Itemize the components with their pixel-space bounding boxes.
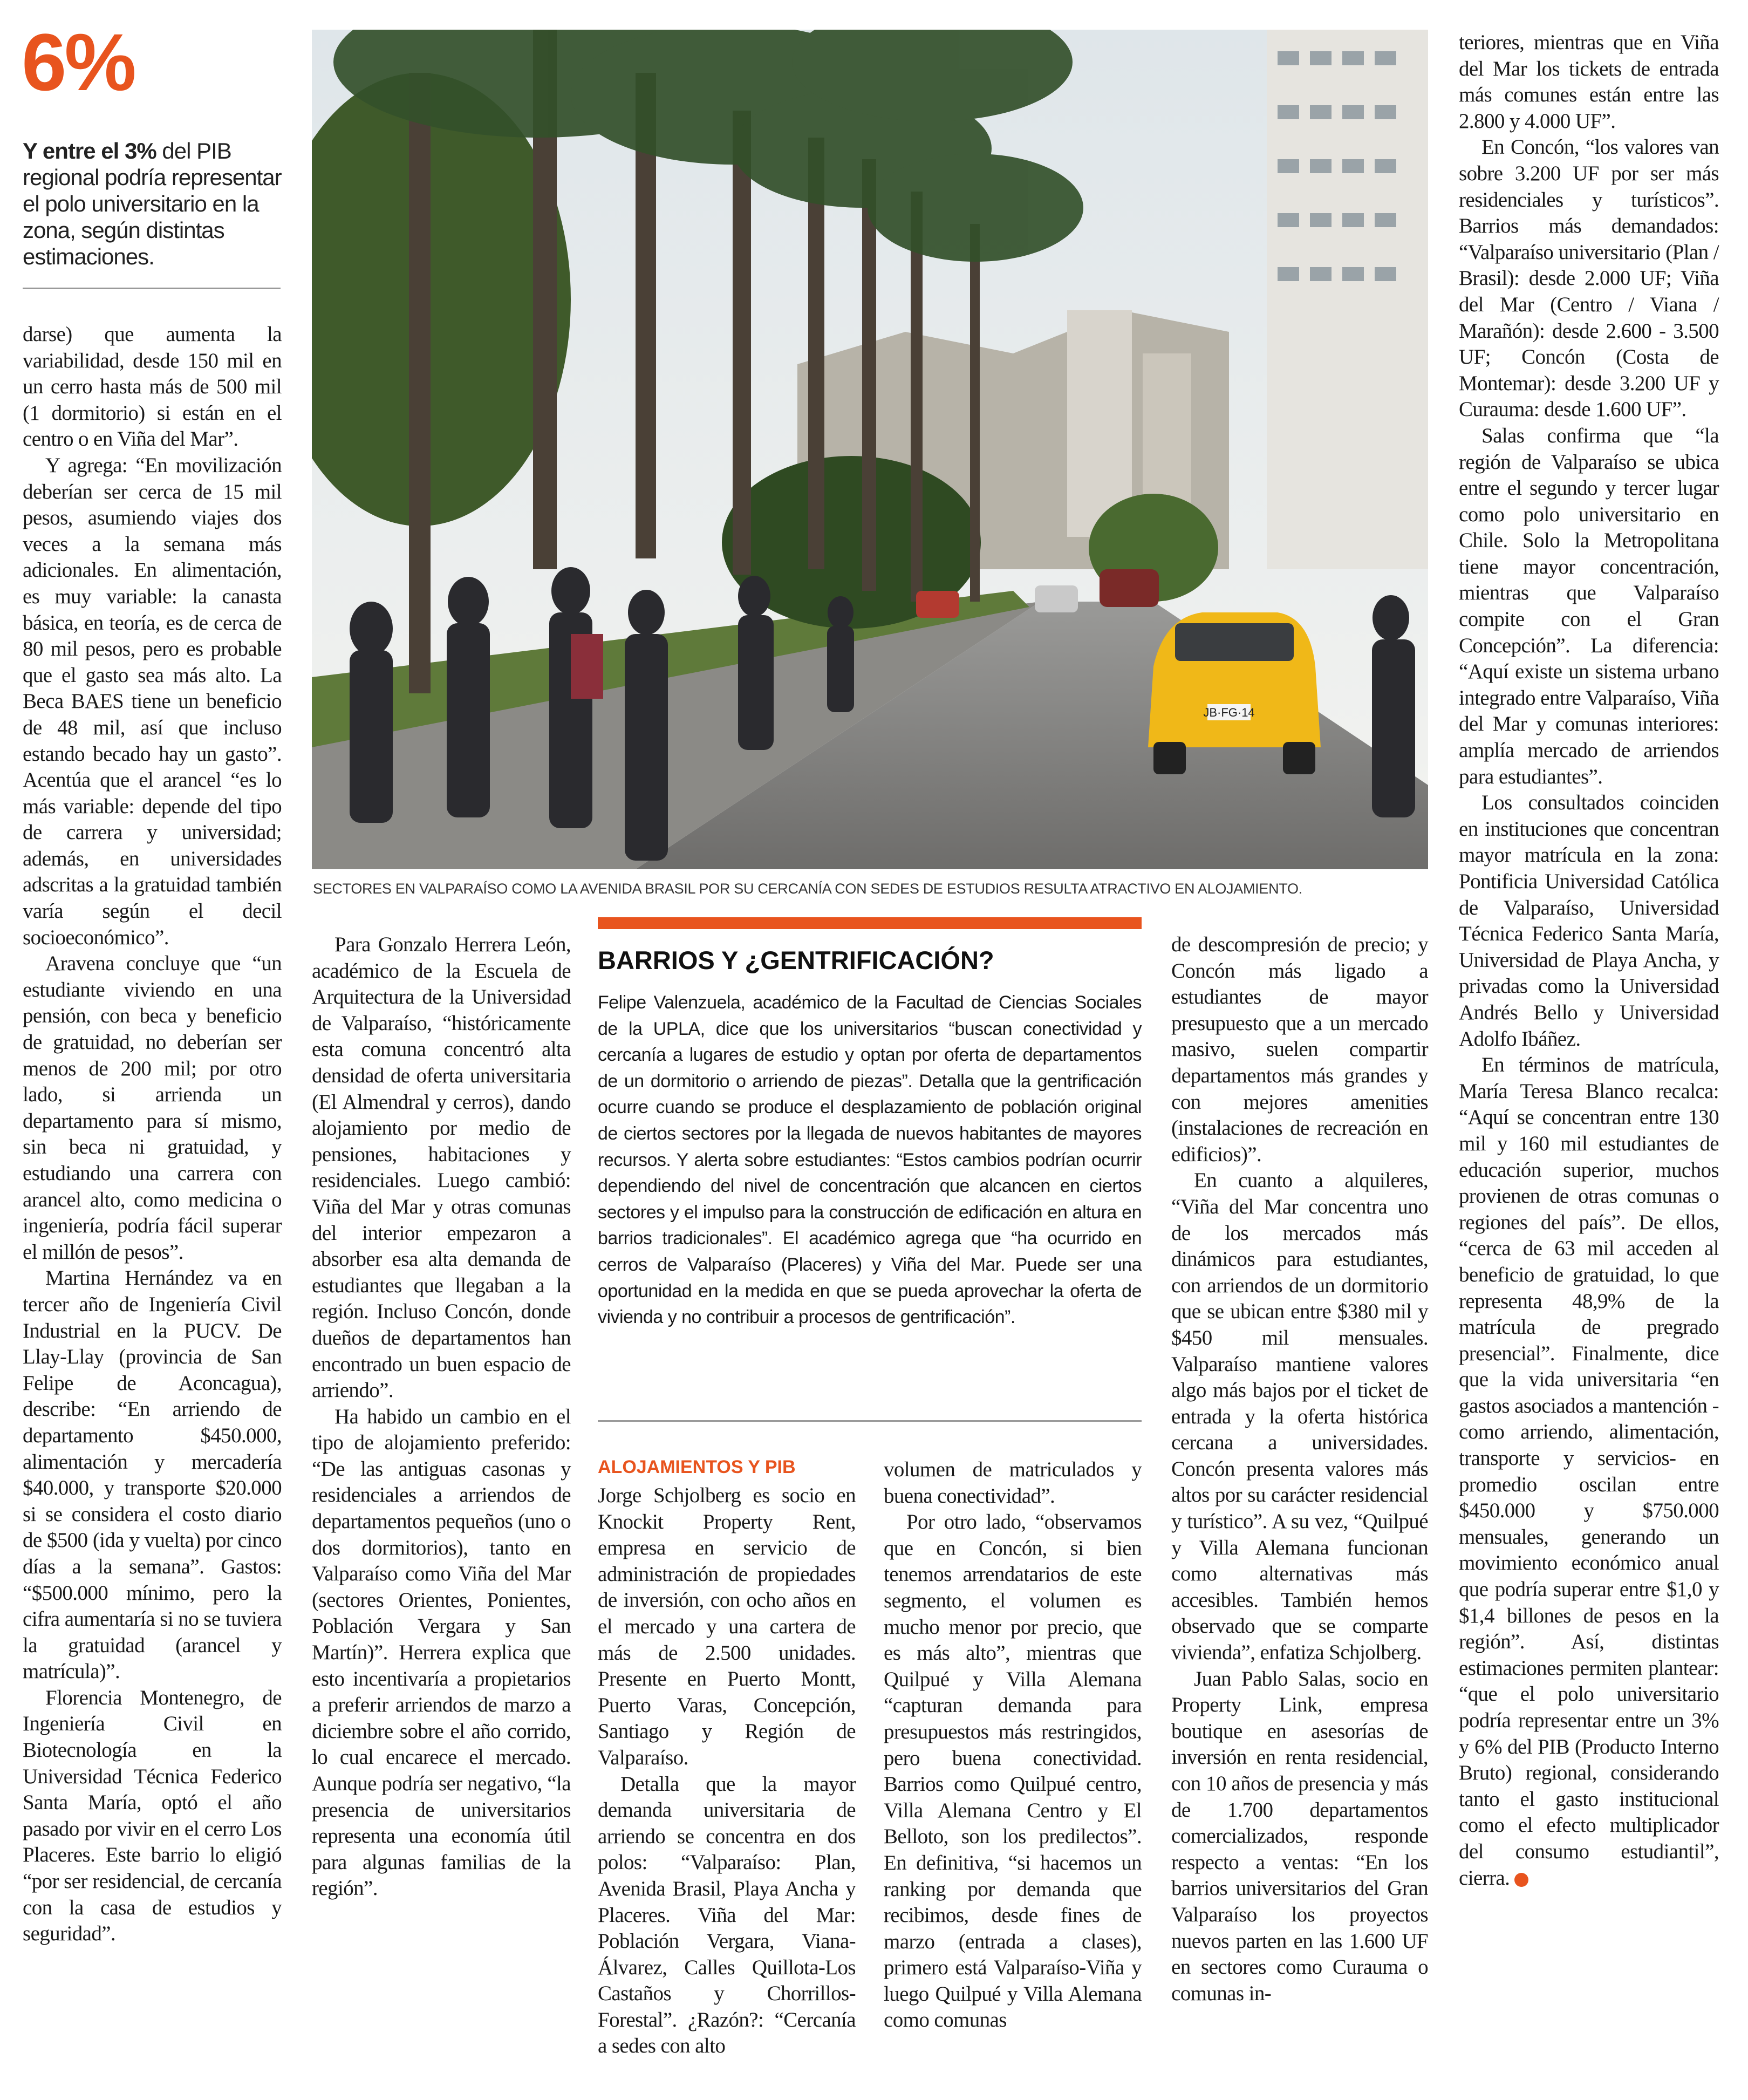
paragraph: [1459, 30, 1719, 134]
paragraph: [23, 1685, 282, 1947]
paragraph-text: Martina Hernández va en tercer año de Ingeniería Civil Industrial en la PUCV. De Llay-Llay (provincia de San Felipe de Aconcagua), describe: “En arriendo de departamento $450.000, alimentación y mercadería $40.000, y transporte $20.000 si se considera el costo diario de $500 (ida y vuelta) por cinco días a la semana”. Gastos: “$500.000 mínimo, pero la cifra aumentaría si no se tuviera la gratuidad (arancel y matrícula)”.: [23, 1266, 282, 1683]
paragraph-text: Aravena concluye que “un estudiante viviendo en una pensión, con beca y beneficio de gratuidad, no deberían ser menos de 200 mil; por otro lado, si arrienda un departamento para sí mismo, sin beca ni gratuidad, y estudiando una carrera con arancel alto, como medicina o ingeniería, podría fácil superar el millón de pesos”.: [23, 952, 282, 1264]
paragraph-text: Ha habido un cambio en el tipo de alojamiento preferido: “De las antiguas casonas y residenciales a arriendos de departamentos pequeños (uno o dos dormitorios), tanto en Valparaíso como Viña del Mar (sectores Orientes, Ponientes, Población Vergara y San Martín)”. Herrera explica que esto incentivaría a propietarios a preferir arriendos de marzo a diciembre sobre el año corrido, lo cual encarece el mercado. Aunque podría ser negativo, “la presencia de universitarios representa una economía útil para algunas familias de la región”.: [312, 1404, 571, 1900]
stat-figure: 6%: [22, 17, 134, 107]
column-2: [312, 932, 571, 1902]
paragraph-text: de descompresión de precio; y Concón más ligado a estudiantes de mayor presupuesto que a un mercado masivo, suelen compartir departamentos más grandes y con mejores amenities (instalaciones de recreación en edificios)”.: [1171, 933, 1428, 1166]
paragraph: [23, 453, 282, 951]
paragraph-text: En términos de matrícula, María Teresa Blanco recalca: “Aquí se concentran entre 130 mil y 160 mil estudiantes de educación superior, muchos provienen de otras comunas o regiones del país”. De ellos, “cerca de 63 mil acceden al beneficio de gratuidad, lo que representa 48,9% de la matrícula de pregrado presencial”. Finalmente, dice que la vida universitaria “en gastos asociados a mantención -como arriendo, alimentación, transporte y servicios- en promedio oscilan entre $450.000 y $750.000 mensuales, generando un movimiento económico anual que podría superar entre $1,0 y $1,4 billones de pesos en la región”. Así, distintas estimaciones permiten plantear: “que el polo universitario podría representar entre un 3% y 6% del PIB (Producto Interno Bruto) regional, considerando tanto el gasto institucional como el efecto multiplicador del consumo estudiantil”, cierra.: [1459, 1053, 1719, 1890]
paragraph: [1459, 790, 1719, 1052]
paragraph: [1171, 1666, 1428, 2007]
section-subhead: ALOJAMIENTOS Y PIB: [598, 1457, 796, 1477]
paragraph: [23, 951, 282, 1265]
paragraph: [1171, 932, 1428, 1168]
paragraph: [312, 1404, 571, 1902]
column-3: [598, 1483, 856, 2060]
paragraph-text: En Concón, “los valores van sobre 3.200 UF por ser más residenciales y turísticos”. Barrios más demandados: “Valparaíso universitario (Plan / Brasil): desde 2.000 UF; Viña del Mar (Centro / Viana / Marañón): desde 2.600 - 3.500 UF; Concón (Costa de Montemar): desde 3.200 UF y Curauma: desde 1.600 UF”.: [1459, 135, 1719, 421]
stat-subtitle-bold: Y entre el 3%: [23, 138, 156, 163]
paragraph: [598, 1483, 856, 1771]
paragraph-text: Salas confirma que “la región de Valparaíso se ubica entre el segundo y tercer lugar como polo universitario en Chile. Solo la Metropolitana tiene mayor concentración, mientras que Valparaíso compite con el Gran Concepción”. La diferencia: “Aquí existe un sistema urbano integrado entre Valparaíso, Viña del Mar y comunas interiores: amplía mercado de arriendos para estudiantes”.: [1459, 424, 1719, 788]
paragraph-text: Por otro lado, “observamos que en Concón, si bien tenemos arrendatarios de este segmento, el volumen es mucho menor por precio, que es más alto”, mientras que Quilpué y Villa Alemana “capturan demanda para presupuestos más restringidos, pero buena conectividad. Barrios como Quilpué centro, Villa Alemana Centro y El Belloto, son los predilectos”. En definitiva, “si hacemos un ranking por demanda que recibimos, desde fines de marzo (entrada a clases), primero está Valparaíso-Viña y luego Quilpué y Villa Alemana como comunas: [884, 1510, 1142, 2032]
box-text: [598, 990, 1142, 1331]
paragraph: [598, 1771, 856, 2060]
paragraph-text: teriores, mientras que en Viña del Mar los tickets de entrada más comunes están entre las 2.800 y 4.000 UF”.: [1459, 31, 1719, 133]
paragraph-text: Los consultados coinciden en instituciones que concentran mayor matrícula en la zona: Pontificia Universidad Católica de Valparaíso, Universidad Técnica Federico Santa María, Universidad de Playa Ancha, y privadas como la Universidad Andrés Bello y Universidad Adolfo Ibáñez.: [1459, 791, 1719, 1051]
end-of-article-icon: ✪: [1514, 1873, 1528, 1887]
paragraph-text: Florencia Montenegro, de Ingeniería Civil en Biotecnología en la Universidad Técnica Federico Santa María, optó el año pasado por vivir en el cerro Los Placeres. Este barrio lo eligió “por ser residencial, de cercanía con la casa de estudios y seguridad”.: [23, 1686, 282, 1946]
paragraph: [884, 1509, 1142, 2034]
column-6: [1459, 30, 1719, 1891]
paragraph: [1459, 134, 1719, 423]
paragraph: [1459, 423, 1719, 790]
paragraph-text: Para Gonzalo Herrera León, académico de la Escuela de Arquitectura de la Universidad de Valparaíso, “históricamente esta comuna concentró alta densidad de oferta universitaria (El Almendral y cerros), dando alojamiento por medio de pensiones, habitaciones y residenciales. Luego cambió: Viña del Mar y otras comunas del interior empezaron a absorber esa alta demanda de estudiantes que llegaban a la región. Incluso Concón, donde dueños de departamentos han encontrado un buen espacio de arriendo”.: [312, 933, 571, 1402]
paragraph: [1459, 1052, 1719, 1891]
column-4: [884, 1457, 1142, 2034]
box-accent-bar: [598, 917, 1142, 929]
paragraph-text: Jorge Schjolberg es socio en Knockit Property Rent, empresa en servicio de administración de propiedades de inversión, con ocho años en el mercado y una cartera de más de 2.500 unidades. Presente en Puerto Montt, Puerto Varas, Concepción, Santiago y Región de Valparaíso.: [598, 1484, 856, 1769]
divider: [598, 1420, 1142, 1422]
street-photo: [312, 30, 1428, 869]
paragraph-text: En cuanto a alquileres, “Viña del Mar concentra uno de los mercados más dinámicos para estudiantes, con arriendos de un dormitorio que se ubican entre $380 mil y $450 mil mensuales. Valparaíso mantiene valores algo más bajos por el ticket de entrada y la oferta histórica cercana a universidades. Concón presenta valores más altos por su carácter residencial y turístico”. A su vez, “Quilpué y Villa Alemana funcionan como alternativas más accesibles. También hemos observado que se comparte vivienda”, enfatiza Schjolberg.: [1171, 1169, 1428, 1665]
photo-caption: SECTORES EN VALPARAÍSO COMO LA AVENIDA BRASIL POR SU CERCANÍA CON SEDES DE ESTUDIOS RESULTA ATRACTIVO EN ALOJAMIENTO.: [313, 881, 1302, 897]
box-heading: BARRIOS Y ¿GENTRIFICACIÓN?: [598, 946, 994, 974]
paragraph-text: volumen de matriculados y buena conectividad”.: [884, 1458, 1142, 1508]
column-1: [23, 322, 282, 1947]
paragraph: [23, 322, 282, 453]
divider: [23, 288, 281, 289]
paragraph: [23, 1265, 282, 1685]
paragraph: [598, 990, 1142, 1331]
column-5: [1171, 932, 1428, 2007]
paragraph-text: Juan Pablo Salas, socio en Property Link, empresa boutique en asesorías de inversión en renta residencial, con 10 años de presencia y más de 1.700 departamentos comercializados, responde respecto a ventas: “En los barrios universitarios del Gran Valparaíso los proyectos nuevos parten en las 1.600 UF en sectores como Curauma o comunas in-: [1171, 1667, 1428, 2005]
paragraph: [1171, 1168, 1428, 1666]
photo-illustration: [312, 30, 1428, 869]
paragraph-text: Detalla que la mayor demanda universitaria de arriendo se concentra en dos polos: “Valparaíso: Plan, Avenida Brasil, Playa Ancha y Placeres. Viña del Mar: Población Vergara, Viana-Álvarez, Calles Quillota-Los Castaños y Chorrillos-Forestal”. ¿Razón?: “Cercanía a sedes con alto: [598, 1772, 856, 2058]
stat-subtitle-text: del PIB regional podría representar el polo universitario en la zona, según distintas estimaciones.: [23, 138, 282, 269]
paragraph: [884, 1457, 1142, 1509]
paragraph: [312, 932, 571, 1404]
stat-subtitle: [23, 138, 282, 270]
paragraph-text: Felipe Valenzuela, académico de la Facultad de Ciencias Sociales de la UPLA, dice que los universitarios “buscan conectividad y cercanía a lugares de estudio y optan por oferta de departamentos de un dormitorio o arriendo de piezas”. Detalla que la gentrificación ocurre cuando se produce el desplazamiento de población original de ciertos sectores por la llegada de nuevos habitantes de mayores recursos. Y alerta sobre estudiantes: “Estos cambios podrían ocurrir dependiendo del nivel de concentración que alcancen en ciertos sectores y el impulso para la construcción de edificación en altura en barrios tradicionales”. El académico agrega que “ha ocurrido en cerros de Valparaíso (Placeres) y Viña del Mar. Puede ser una oportunidad en la medida en que se pueda aprovechar la oferta de vivienda y no contribuir a procesos de gentrificación”.: [598, 992, 1142, 1328]
paragraph-text: darse) que aumenta la variabilidad, desde 150 mil en un cerro hasta más de 500 mil (1 dormitorio) si están en el centro o en Viña del Mar”.: [23, 323, 282, 451]
svg-text:JB·FG·14: JB·FG·14: [1203, 706, 1255, 719]
paragraph-text: Y agrega: “En movilización deberían ser cerca de 15 mil pesos, asumiendo viajes dos veces a la semana más adicionales. En alimentación, es muy variable: la canasta básica, en teoría, es de cerca de 80 mil pesos, pero es probable que el gasto sea más alto. La Beca BAES tiene un beneficio de 48 mil, así que incluso estando becado hay un gasto”. Acentúa que el arancel “es lo más variable: depende del tipo de carrera y universidad; además, en universidades adscritas a la gratuidad también varía según el decil socioeconómico”.: [23, 453, 282, 949]
